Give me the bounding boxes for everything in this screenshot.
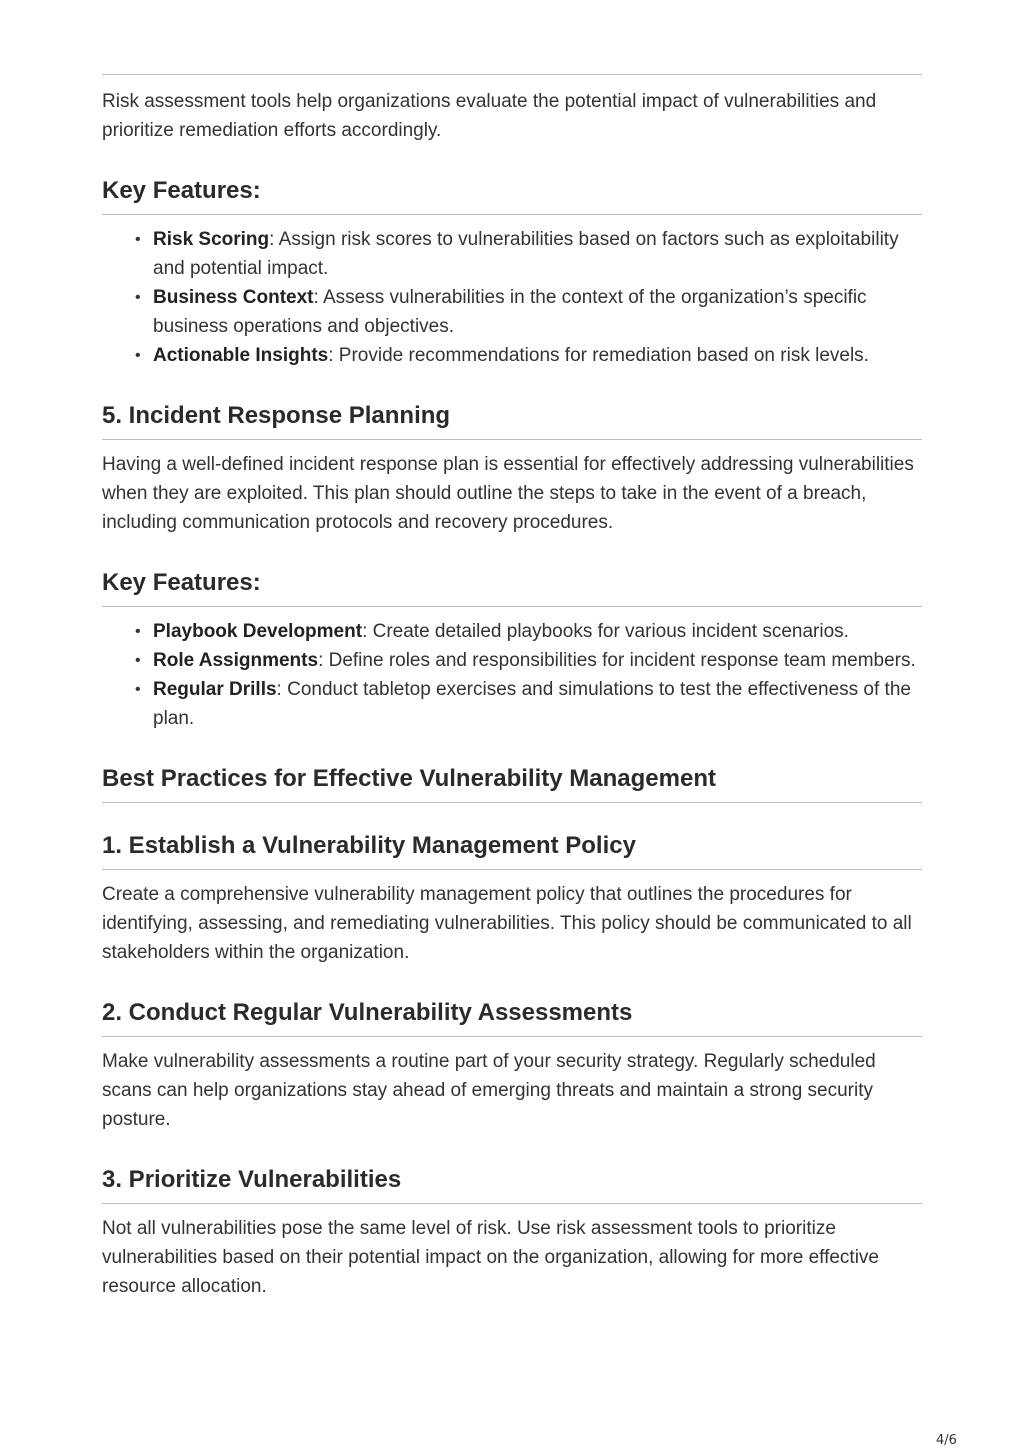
item-text: : Create detailed playbooks for various incident scenarios. [362,621,849,642]
item-text: : Define roles and responsibilities for incident response team members. [318,650,916,671]
document-content [102,74,922,1301]
item-term: Actionable Insights [153,345,329,366]
key-features-list-1 [102,225,922,370]
list-item [135,617,922,646]
bullet-icon: • [135,652,141,669]
key-features-section-2 [102,568,922,733]
item-text: : Assess vulnerabilities in the context of the organization’s specific business operations and objectives. [153,287,867,337]
item-term: Risk Scoring [153,229,270,250]
page-number: 4/6 [936,1433,957,1448]
practice-body-1: Create a comprehensive vulnerability management policy that outlines the procedures for identifying, assessing, and remediating vulnerabilities. This policy should be communicated to all stakeholders within the organization. [102,884,912,963]
item-text: : Conduct tabletop exercises and simulations to test the effectiveness of the plan. [153,679,911,729]
list-item [135,341,922,370]
item-text: : Assign risk scores to vulnerabilities based on factors such as exploitability and potential impact. [153,229,899,279]
practice-section-2 [102,998,922,1134]
item-text: : Provide recommendations for remediation based on risk levels. [328,345,869,366]
best-practices-heading: Best Practices for Effective Vulnerability Management [102,764,922,803]
intro-paragraph: Risk assessment tools help organizations evaluate the potential impact of vulnerabilities and prioritize remediation efforts accordingly. [102,91,877,141]
bullet-icon: • [135,347,141,364]
key-features-section-1 [102,176,922,370]
item-term: Regular Drills [153,679,277,700]
incident-response-body: Having a well-defined incident response plan is essential for effectively addressing vulnerabilities when they are exploited. This plan should outline the steps to take in the event of a breach, including communication protocols and recovery procedures. [102,454,914,533]
item-term: Role Assignments [153,650,319,671]
item-term: Playbook Development [153,621,363,642]
key-features-heading-2: Key Features: [102,568,922,607]
list-item [135,225,922,283]
incident-response-heading: 5. Incident Response Planning [102,401,922,440]
key-features-heading-1: Key Features: [102,176,922,215]
list-item [135,646,922,675]
practice-section-3 [102,1165,922,1301]
bullet-icon: • [135,623,141,640]
top-divider [102,74,922,75]
practice-heading-3: 3. Prioritize Vulnerabilities [102,1165,922,1204]
key-features-list-2 [102,617,922,733]
practice-body-2: Make vulnerability assessments a routine part of your security strategy. Regularly scheduled scans can help organizations stay ahead of emerging threats and maintain a strong security posture. [102,1051,876,1130]
practice-heading-1: 1. Establish a Vulnerability Management Policy [102,831,922,870]
incident-response-section [102,401,922,537]
practice-section-1 [102,831,922,967]
practice-body-3: Not all vulnerabilities pose the same level of risk. Use risk assessment tools to prioritize vulnerabilities based on their potential impact on the organization, allowing for more effective resource allocation. [102,1218,879,1297]
list-item [135,675,922,733]
bullet-icon: • [135,231,141,248]
item-term: Business Context [153,287,314,308]
bullet-icon: • [135,681,141,698]
list-item [135,283,922,341]
best-practices-section [102,764,922,803]
practice-heading-2: 2. Conduct Regular Vulnerability Assessments [102,998,922,1037]
bullet-icon: • [135,289,141,306]
